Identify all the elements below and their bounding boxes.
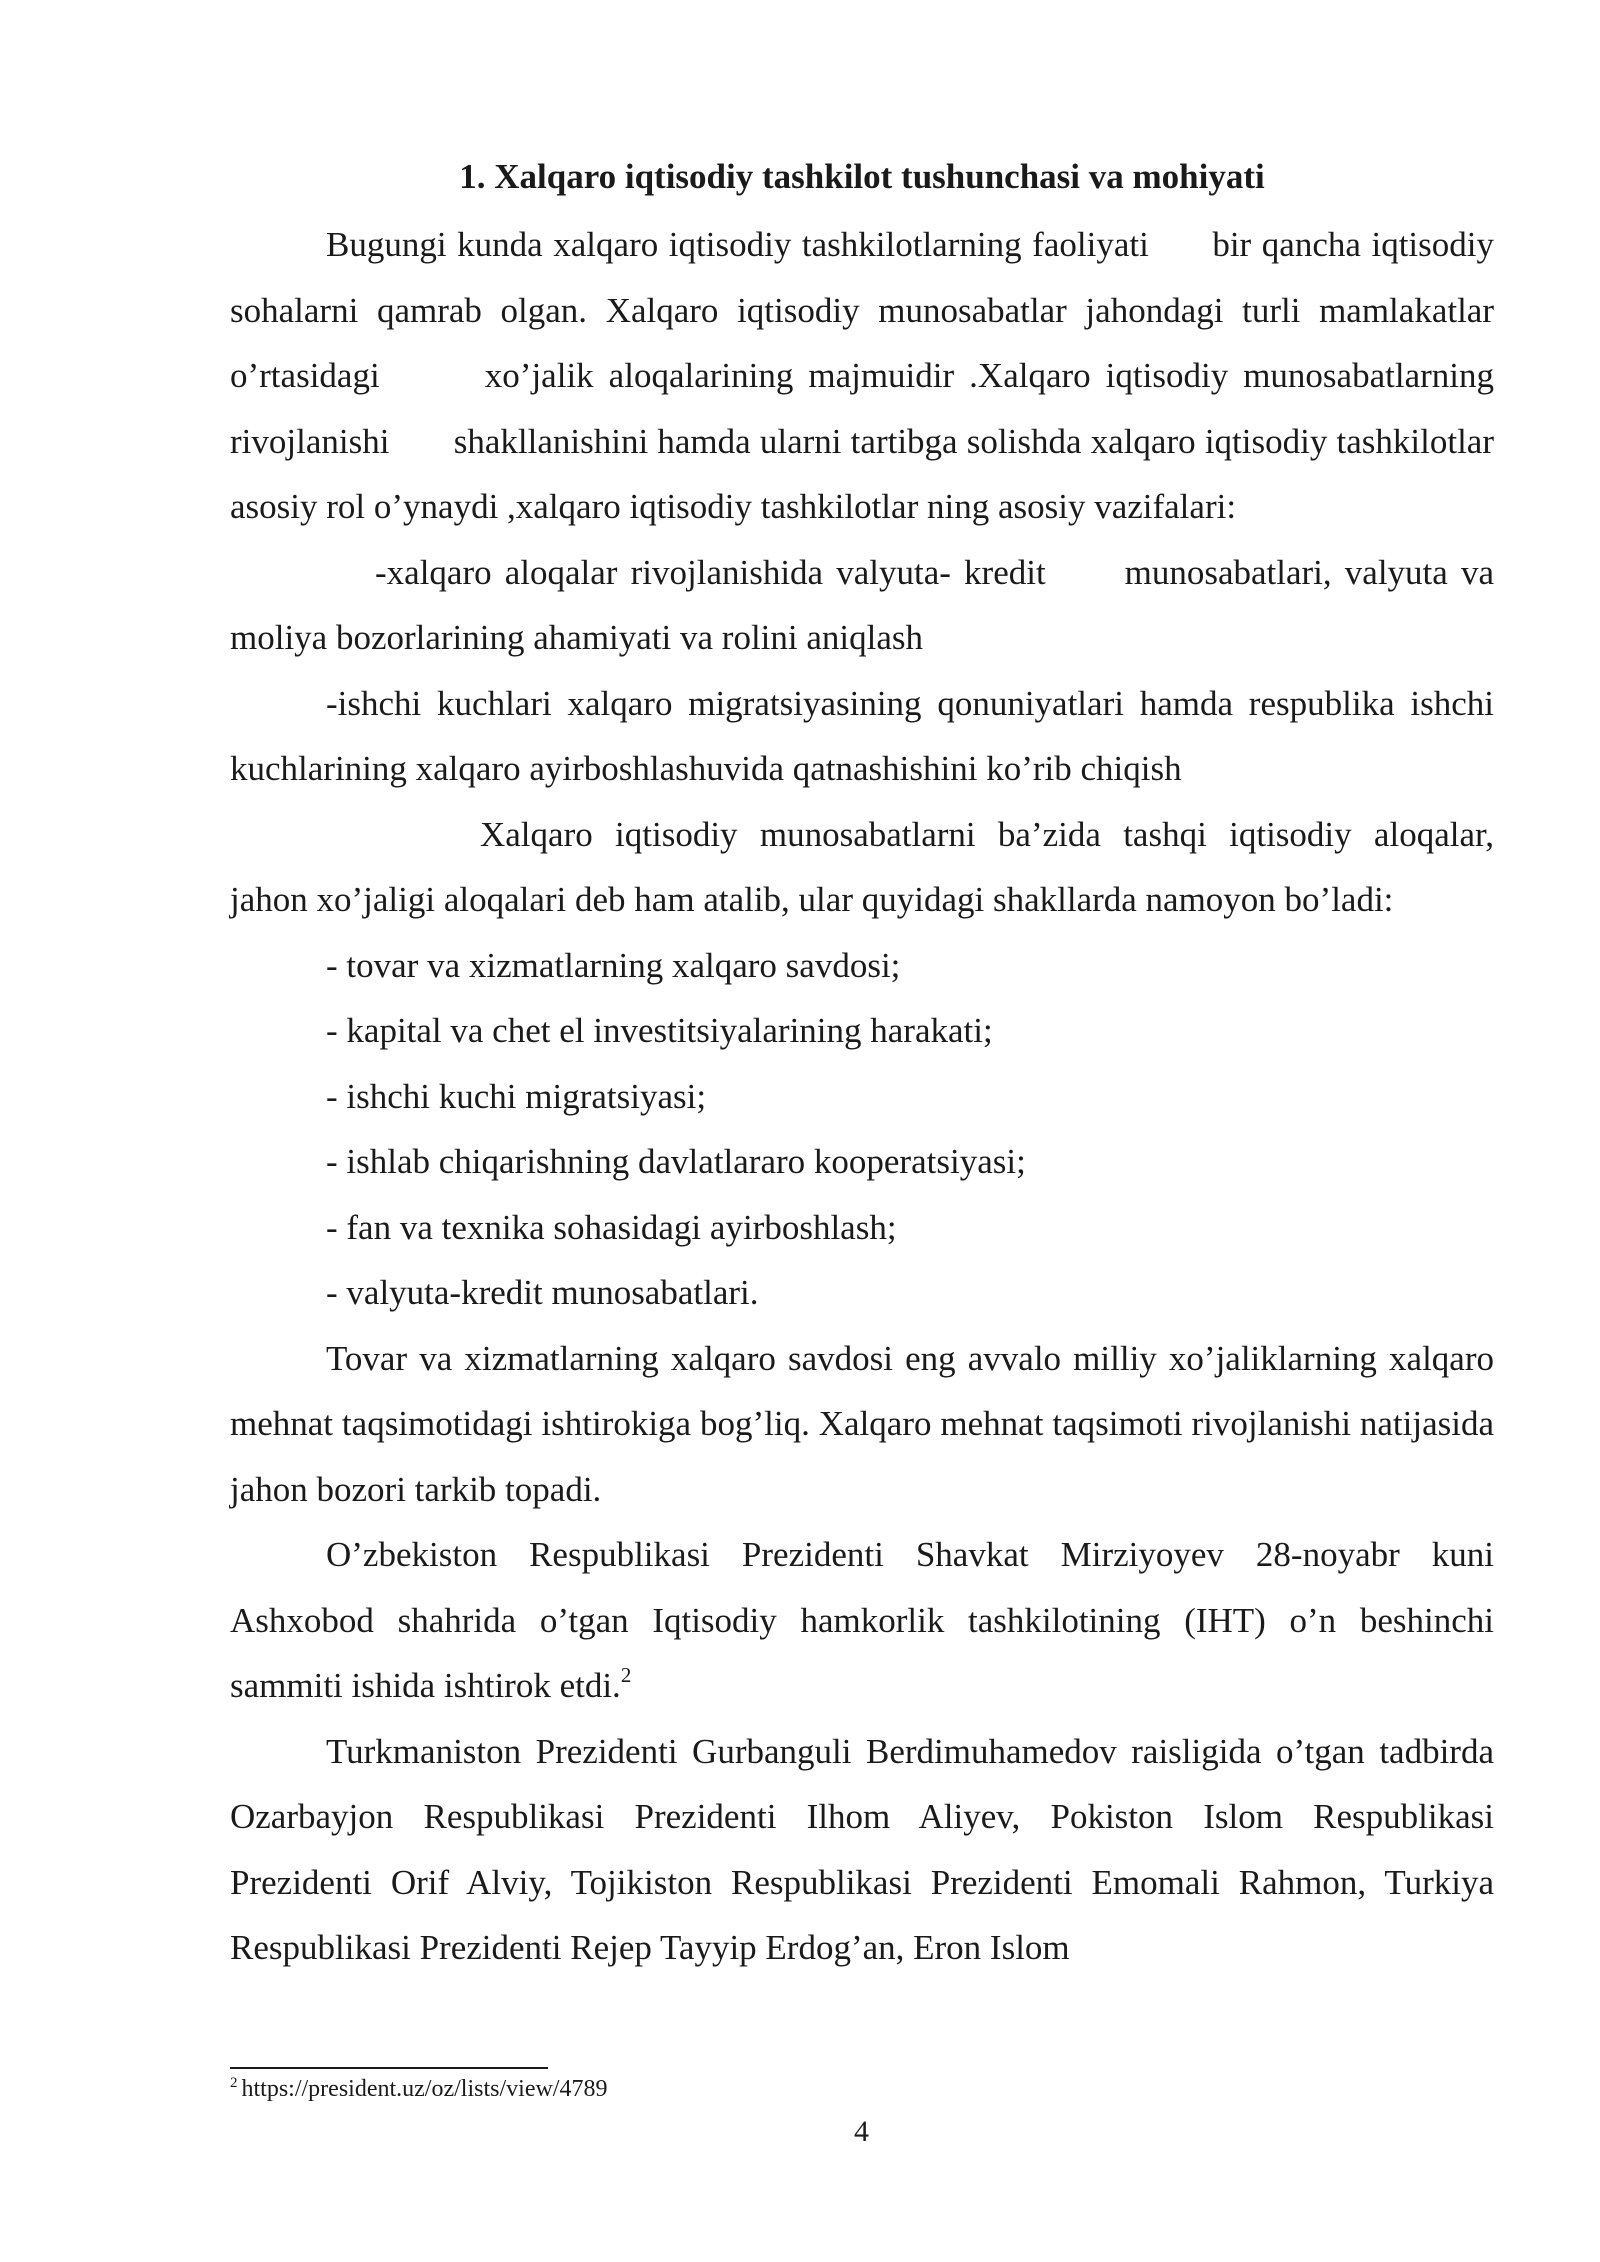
list-item: - valyuta-kredit munosabatlari. <box>326 1273 759 1312</box>
page-number: 4 <box>854 2115 869 2148</box>
paragraph-summit <box>230 1522 1494 1719</box>
paragraph-trade: Tovar va xizmatlarning xalqaro savdosi eng avvalo milliy xo’jaliklarning xalqaro mehnat taqsimotidagi ishtirokiga bog’liq. Xalqaro mehnat taqsimoti rivojlanishi natijasida jahon bozori tarkib topadi. <box>230 1338 1494 1509</box>
list-item: - ishlab chiqarishning davlatlararo kooperatsiyasi; <box>326 1142 1026 1181</box>
document-page <box>230 148 1573 1981</box>
paragraph-participants: Turkmaniston Prezidenti Gurbanguli Berdimuhamedov raisligida o’tgan tadbirda Ozarbayjon Respublikasi Prezidenti Ilhom Aliyev, Pokiston Islom Respublikasi Prezidenti Orif Alviy, Tojikiston Respublikasi Prezidenti Emomali Rahmon, Turkiya Respublikasi Prezidenti Rejep Tayyip Erdog’an, Eron Islom <box>230 1731 1494 1967</box>
paragraph-function-2: -ishchi kuchlari xalqaro migratsiyasining qonuniyatlari hamda respublika ishchi kuchlarining xalqaro ayirboshlashuvida qatnashishini ko’rib chiqish <box>230 683 1494 788</box>
footnote-divider <box>230 2067 548 2069</box>
footnote-number: 2 <box>230 2075 238 2091</box>
section-heading: 1. Xalqaro iqtisodiy tashkilot tushunchasi va mohiyati <box>459 157 1265 196</box>
footnote-link[interactable]: https://president.uz/oz/lists/view/4789 <box>241 2076 608 2102</box>
list-item: - fan va texnika sohasidagi ayirboshlash; <box>326 1207 897 1247</box>
paragraph-forms-intro: Xalqaro iqtisodiy munosabatlarni ba’zida tashqi iqtisodiy aloqalar, jahon xo’jaligi aloqalari deb ham atalib, ular quyidagi shakllarda namoyon bo’ladi: <box>230 814 1494 919</box>
paragraph-function-1: -xalqaro aloqalar rivojlanishida valyuta- kredit munosabatlari, valyuta va moliya bozorlarining ahamiyati va rolini aniqlash <box>230 552 1503 657</box>
footnote-reference[interactable]: 2 <box>620 1663 632 1687</box>
paragraph-summit-text: O’zbekiston Respublikasi Prezidenti Shavkat Mirziyoyev 28-noyabr kuni Ashxobod shahrida o’tgan Iqtisodiy hamkorlik tashkilotining (IHT) o’n beshinchi sammiti ishida ishtirok etdi. <box>230 1535 1494 1705</box>
list-item: - kapital va chet el investitsiyalarining harakati; <box>326 1011 993 1050</box>
list-item: - ishchi kuchi migratsiyasi; <box>326 1076 707 1116</box>
paragraph-intro: Bugungi kunda xalqaro iqtisodiy tashkilotlarning faoliyati bir qancha iqtisodiy sohalarni qamrab olgan. Xalqaro iqtisodiy munosabatlar jahondagi turli mamlakatlar o’rtasidagi xo’jalik aloqalarining majmuidir .Xalqaro iqtisodiy munosabatlarning rivojlanishi shakllanishini hamda ularni tartibga solishda xalqaro iqtisodiy tashkilotlar asosiy rol o’ynaydi ,xalqaro iqtisodiy tashkilotlar ning asosiy vazifalari: <box>230 225 1573 526</box>
footnote <box>230 2072 607 2106</box>
list-item: - tovar va xizmatlarning xalqaro savdosi; <box>326 945 901 985</box>
